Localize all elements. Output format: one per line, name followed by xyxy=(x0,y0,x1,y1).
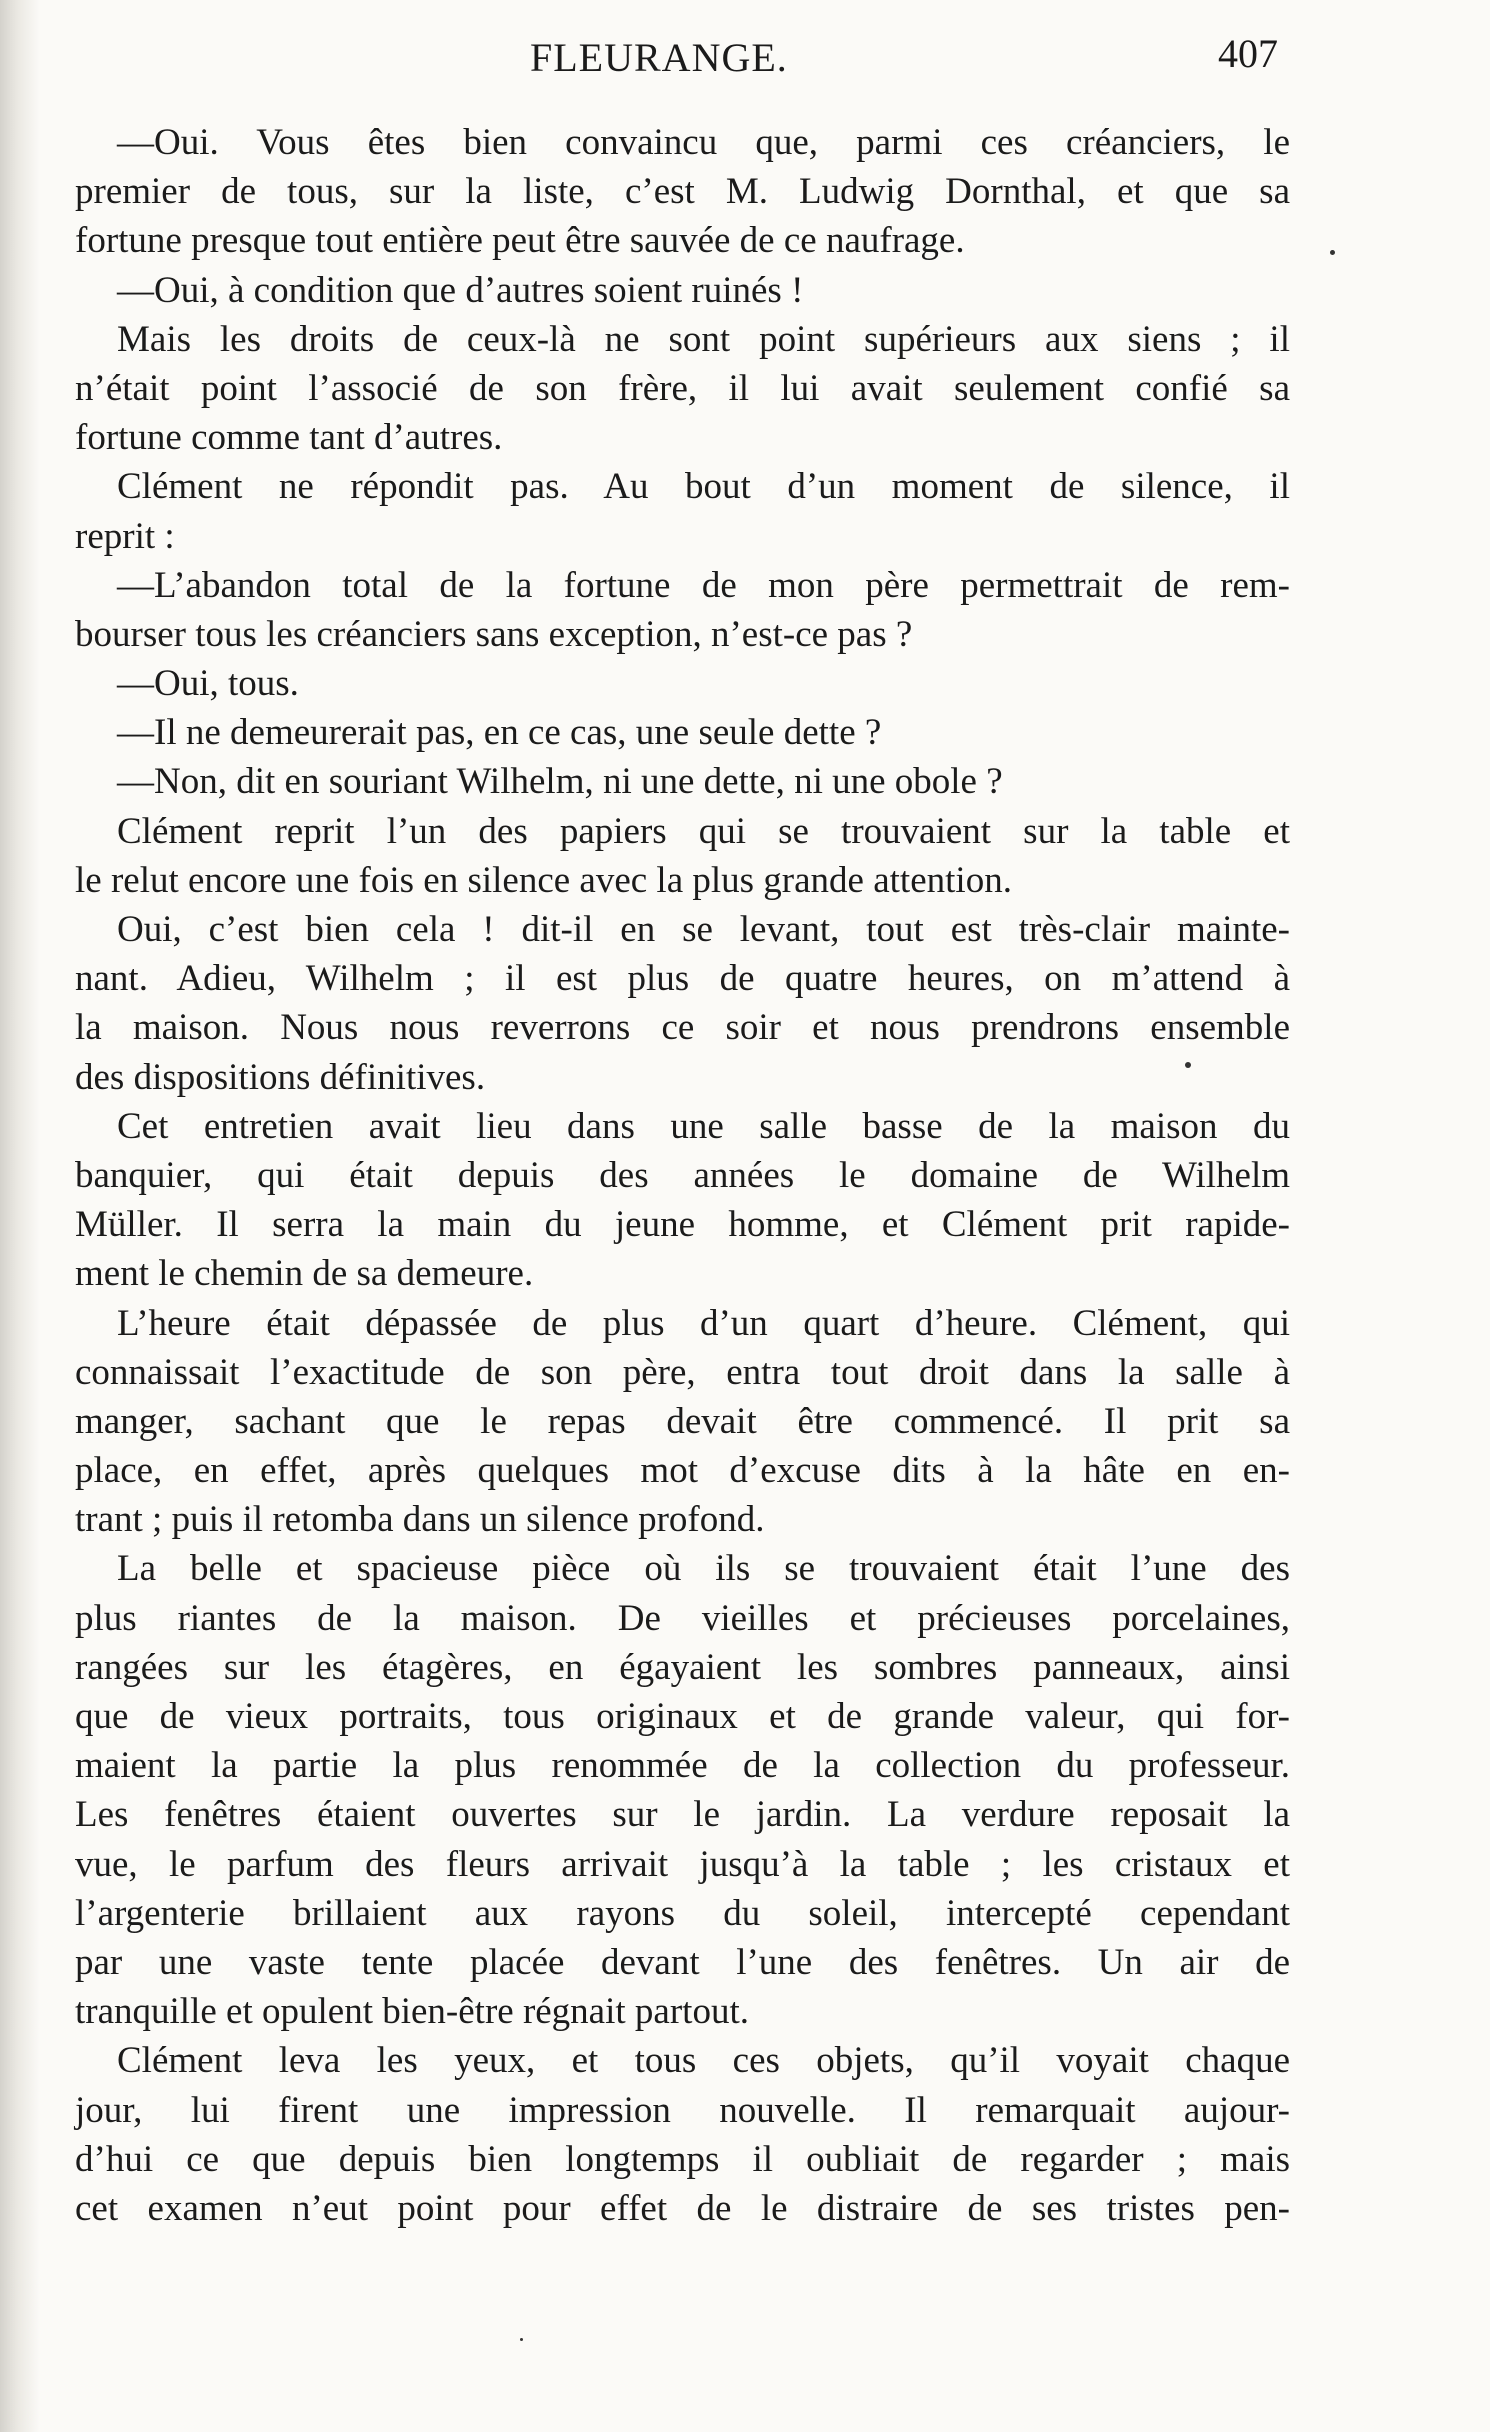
text-line: tranquille et opulent bien-être régnait partout. xyxy=(75,1991,749,2033)
text-line: par une vaste tente placée devant l’une des fenêtres. Un air de xyxy=(75,1941,1290,1983)
text-line: Clément leva les yeux, et tous ces objets, qu’il voyait chaque xyxy=(117,2040,1290,2082)
text-line: rangées sur les étagères, en égayaient les sombres panneaux, ainsi xyxy=(75,1646,1290,1688)
text-line: fortune presque tout entière peut être sauvée de ce naufrage. xyxy=(75,220,965,262)
text-line: reprit : xyxy=(75,515,175,557)
ink-speck xyxy=(520,2338,523,2341)
text-line: trant ; puis il retomba dans un silence profond. xyxy=(75,1499,765,1541)
page-number: 407 xyxy=(1218,31,1278,76)
text-line: le relut encore une fois en silence avec la plus grande attention. xyxy=(75,859,1012,901)
text-line: Cet entretien avait lieu dans une salle basse de la maison du xyxy=(117,1105,1290,1147)
text-line: cet examen n’eut point pour effet de le distraire de ses tristes pen- xyxy=(75,2187,1290,2229)
running-head xyxy=(0,30,1490,90)
text-line: La belle et spacieuse pièce où ils se trouvaient était l’une des xyxy=(117,1548,1290,1590)
text-line: plus riantes de la maison. De vieilles et précieuses porcelaines, xyxy=(75,1597,1290,1639)
text-line: vue, le parfum des fleurs arrivait jusqu’à la table ; les cristaux et xyxy=(75,1843,1290,1885)
text-line: premier de tous, sur la liste, c’est M. Ludwig Dornthal, et que sa xyxy=(75,171,1290,213)
text-line: n’était point l’associé de son frère, il lui avait seulement confié sa xyxy=(75,367,1290,409)
text-line: connaissait l’exactitude de son père, entra tout droit dans la salle à xyxy=(75,1351,1290,1393)
text-line: banquier, qui était depuis des années le domaine de Wilhelm xyxy=(75,1154,1290,1196)
text-line: Les fenêtres étaient ouvertes sur le jardin. La verdure reposait la xyxy=(75,1794,1290,1836)
text-line: maient la partie la plus renommée de la collection du professeur. xyxy=(75,1745,1290,1787)
text-line: ment le chemin de sa demeure. xyxy=(75,1253,534,1295)
text-line: —Oui. Vous êtes bien convaincu que, parmi ces créanciers, le xyxy=(117,122,1290,163)
text-line: —Il ne demeurerait pas, en ce cas, une seule dette ? xyxy=(117,712,882,754)
text-line: Clément ne répondit pas. Au bout d’un moment de silence, il xyxy=(117,466,1290,508)
text-line: Mais les droits de ceux-là ne sont point supérieurs aux siens ; il xyxy=(117,318,1290,360)
text-line: L’heure était dépassée de plus d’un quart d’heure. Clément, qui xyxy=(117,1302,1290,1344)
text-line: —Non, dit en souriant Wilhelm, ni une dette, ni une obole ? xyxy=(117,761,1003,803)
text-line: fortune comme tant d’autres. xyxy=(75,417,503,459)
text-line: manger, sachant que le repas devait être commencé. Il prit sa xyxy=(75,1400,1290,1442)
ink-speck xyxy=(1330,250,1335,255)
text-line: —Oui, à condition que d’autres soient ruinés ! xyxy=(117,269,804,311)
text-line: nant. Adieu, Wilhelm ; il est plus de quatre heures, on m’attend à xyxy=(75,958,1290,1000)
text-line: Oui, c’est bien cela ! dit-il en se levant, tout est très-clair mainte- xyxy=(117,909,1290,950)
text-line: l’argenterie brillaient aux rayons du soleil, intercepté cependant xyxy=(75,1892,1290,1934)
text-line: —L’abandon total de la fortune de mon père permettrait de rem- xyxy=(117,564,1290,606)
text-line: Müller. Il serra la main du jeune homme, et Clément prit rapide- xyxy=(75,1204,1290,1246)
text-line: bourser tous les créanciers sans exception, n’est-ce pas ? xyxy=(75,613,913,655)
body-text xyxy=(75,118,1290,2233)
text-line: d’hui ce que depuis bien longtemps il oubliait de regarder ; mais xyxy=(75,2138,1290,2180)
text-line: jour, lui firent une impression nouvelle. Il remarquait aujour- xyxy=(75,2089,1290,2131)
running-title: FLEURANGE. xyxy=(530,35,788,80)
text-line: —Oui, tous. xyxy=(117,663,299,705)
text-line: des dispositions définitives. xyxy=(75,1056,486,1098)
text-line: place, en effet, après quelques mot d’excuse dits à la hâte en en- xyxy=(75,1450,1290,1492)
text-line: que de vieux portraits, tous originaux et de grande valeur, qui for- xyxy=(75,1696,1290,1737)
text-line: la maison. Nous nous reverrons ce soir et nous prendrons ensemble xyxy=(75,1007,1290,1049)
ink-speck xyxy=(1185,1062,1191,1068)
text-line: Clément reprit l’un des papiers qui se trouvaient sur la table et xyxy=(117,810,1290,852)
